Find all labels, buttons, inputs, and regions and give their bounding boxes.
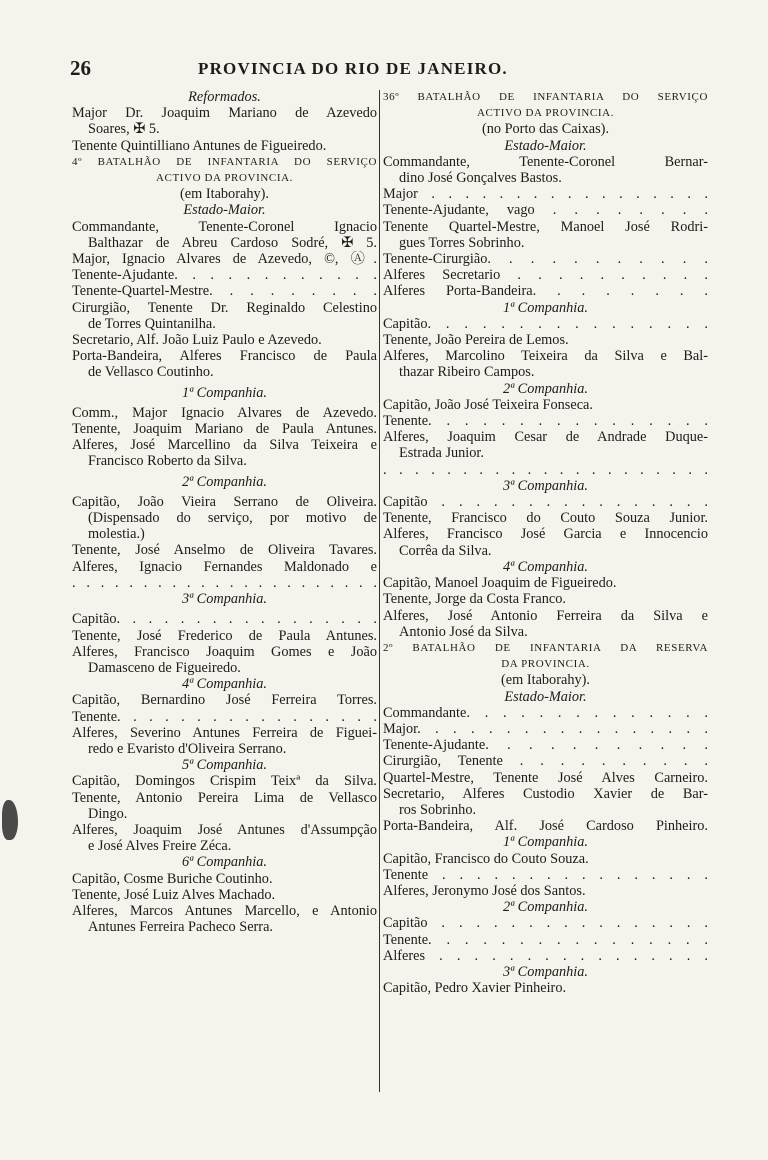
section-heading: 4º BATALHÃO DE INFANTARIA DO SERVIÇO: [72, 155, 377, 168]
text-line: Estrada Junior.: [399, 445, 484, 462]
text-line: Alferes, José Marcellino da Silva Teixeira e: [72, 437, 377, 454]
text-line: ros Sobrinho.: [399, 801, 477, 818]
text-line: Tenente, José Anselmo de Oliveira Tavares.: [72, 542, 377, 559]
section-heading: 4ª Companhia.: [503, 558, 588, 575]
text-line: Tenente, José Frederico de Paula Antunes.: [72, 627, 377, 644]
text-line: Capitão, Francisco do Couto Souza.: [383, 850, 589, 867]
text-line: Alferes, Joaquim Cesar de Andrade Duque-: [383, 429, 708, 446]
text-line: Dingo.: [88, 805, 128, 822]
text-line: Alferes, Severino Antunes Ferreira de Figuei-: [72, 724, 377, 741]
section-heading: DA PROVINCIA.: [501, 658, 590, 671]
page-number: 26: [70, 56, 91, 80]
text-line: Capitão. . . . . . . . . . . . . . . . .: [72, 611, 377, 628]
text-line: Tenente Quartel-Mestre, Manoel José Rodri-: [383, 218, 708, 235]
section-heading: 2º BATALHÃO DE INFANTARIA DA RESERVA: [383, 641, 708, 654]
text-line: Alferes, José Antonio Ferreira da Silva e: [383, 607, 708, 624]
text-line: Alferes Secretario . . . . . . . . . .: [383, 267, 708, 284]
section-heading: ACTIVO DA PROVINCIA.: [156, 172, 293, 185]
text-line: Capitão. . . . . . . . . . . . . . . .: [383, 315, 708, 332]
section-heading: 3ª Companhia.: [503, 963, 588, 980]
text-line: Porta-Bandeira, Alf. José Cardoso Pinheiro.: [383, 818, 708, 835]
text-line: Alferes, Marcolino Teixeira da Silva e Bal-: [383, 348, 708, 365]
text-line: Alferes . . . . . . . . . . . . . . . .: [383, 947, 708, 964]
text-line: Major . . . . . . . . . . . . . . . . .: [383, 186, 708, 203]
text-line: Commandante. . . . . . . . . . . . . .: [383, 704, 708, 721]
text-line: molestia.): [88, 526, 145, 543]
text-line: Commandante, Tenente-Coronel Ignacio: [72, 218, 377, 235]
text-line: Cirurgião, Tenente . . . . . . . . . .: [383, 753, 708, 770]
text-line: Tenente-Ajudante. . . . . . . . . . .: [383, 737, 708, 754]
text-line: gues Torres Sobrinho.: [399, 234, 525, 251]
section-heading: 2ª Companhia.: [182, 473, 267, 490]
text-line: Soares, ✠ 5.: [88, 121, 160, 138]
text-line: Secretario, Alferes Custodio Xavier de Bar-: [383, 785, 708, 802]
text-line: Capitão, João José Teixeira Fonseca.: [383, 396, 593, 413]
text-line: Alferes, Jeronymo José dos Santos.: [383, 882, 586, 899]
text-line: Capitão, Pedro Xavier Pinheiro.: [383, 980, 567, 997]
text-line: Corrêa da Silva.: [399, 542, 492, 559]
text-line: Porta-Bandeira, Alferes Francisco de Paula: [72, 348, 377, 365]
text-line: Capitão, Domingos Crispim Teixª da Silva.: [72, 773, 377, 790]
text-line: Francisco Roberto da Silva.: [88, 453, 247, 470]
text-line: dino José Gonçalves Bastos.: [399, 170, 562, 187]
text-line: thazar Ribeiro Campos.: [399, 364, 535, 381]
text-line: Capitão . . . . . . . . . . . . . . . .: [383, 915, 708, 932]
section-heading: (no Porto das Caixas).: [481, 121, 610, 138]
text-line: Tenente. . . . . . . . . . . . . . . . .: [72, 708, 377, 725]
section-heading: 4ª Companhia.: [182, 676, 267, 693]
text-line: Tenente, José Luiz Alves Machado.: [72, 886, 276, 903]
section-heading: 1ª Companhia.: [182, 384, 267, 401]
text-line: Major, Ignacio Alvares de Azevedo, ©, Ⓐ.: [72, 251, 377, 268]
text-line: Alferes, Marcos Antunes Marcello, e Antonio: [72, 902, 377, 919]
text-line: Tenente, Francisco do Couto Souza Junior.: [383, 510, 708, 527]
text-line: de Torres Quintanilha.: [88, 315, 216, 332]
text-line: Capitão, João Vieira Serrano de Oliveira.: [72, 493, 377, 510]
section-heading: Estado-Maior.: [504, 688, 587, 705]
text-line: Capitão, Manoel Joaquim de Figueiredo.: [383, 575, 617, 592]
text-line: Antunes Ferreira Pacheco Serra.: [88, 919, 273, 936]
text-line: Tenente, Jorge da Costa Franco.: [383, 591, 566, 608]
text-line: Alferes, Ignacio Fernandes Maldonado e: [72, 558, 377, 575]
section-heading: 1ª Companhia.: [503, 834, 588, 851]
text-line: . . . . . . . . . . . . . . . . . . . . .: [383, 461, 708, 478]
page-header: [70, 56, 710, 82]
text-line: Balthazar de Abreu Cardoso Sodré, ✠ 5.: [88, 234, 377, 251]
text-line: Alferes, Joaquim José Antunes d'Assumpção: [72, 821, 377, 838]
text-line: Tenente Quintilliano Antunes de Figueiredo.: [72, 137, 327, 154]
text-line: de Vellasco Coutinho.: [88, 364, 214, 381]
text-line: Tenente-Ajudante, vago . . . . . . . .: [383, 202, 708, 219]
text-line: Major. . . . . . . . . . . . . . . . .: [383, 720, 708, 737]
section-heading: Reformados.: [188, 89, 261, 105]
section-heading: 2ª Companhia.: [503, 380, 588, 397]
section-heading: 36º BATALHÃO DE INFANTARIA DO SERVIÇO: [383, 91, 708, 103]
section-heading: 1ª Companhia.: [503, 299, 588, 316]
section-heading: ACTIVO DA PROVINCIA.: [477, 107, 614, 120]
text-line: Capitão . . . . . . . . . . . . . . . .: [383, 494, 708, 511]
text-line: redo e Evaristo d'Oliveira Serrano.: [88, 740, 287, 757]
section-heading: (em Itaborahy).: [501, 672, 590, 689]
text-line: Quartel-Mestre, Tenente José Alves Carneiro.: [383, 769, 708, 786]
text-line: Tenente. . . . . . . . . . . . . . . .: [383, 931, 708, 948]
right-column: [383, 89, 708, 996]
text-line: Tenente . . . . . . . . . . . . . . . .: [383, 866, 708, 883]
ink-blot: [2, 800, 18, 840]
text-line: Comm., Major Ignacio Alvares de Azevedo.: [72, 404, 377, 421]
column-divider: [379, 90, 380, 1092]
section-heading: Estado-Maior.: [183, 202, 266, 219]
section-heading: 3ª Companhia.: [503, 477, 588, 494]
text-line: Capitão, Bernardino José Ferreira Torres.: [72, 692, 377, 709]
text-line: Alferes Porta-Bandeira. . . . . . . .: [383, 283, 708, 300]
text-line: Antonio José da Silva.: [399, 623, 528, 640]
text-line: Cirurgião, Tenente Dr. Reginaldo Celestino: [72, 299, 377, 316]
text-line: Major Dr. Joaquim Mariano de Azevedo: [72, 105, 377, 122]
section-heading: Estado-Maior.: [504, 137, 587, 154]
text-line: Tenente. . . . . . . . . . . . . . . .: [383, 413, 708, 430]
text-line: e José Alves Freire Zéca.: [88, 838, 232, 855]
section-heading: 6ª Companhia.: [182, 854, 267, 871]
section-heading: (em Itaborahy).: [180, 186, 269, 203]
section-heading: 5ª Companhia.: [182, 757, 267, 774]
left-column: [72, 89, 377, 935]
text-line: (Dispensado do serviço, por motivo de: [88, 510, 377, 527]
page-title: PROVINCIA DO RIO DE JANEIRO.: [198, 59, 508, 78]
text-line: Tenente-Ajudante. . . . . . . . . . . .: [72, 267, 377, 284]
text-line: Damasceno de Figueiredo.: [88, 659, 241, 676]
section-heading: 3ª Companhia.: [182, 591, 267, 608]
section-heading: 2ª Companhia.: [503, 899, 588, 916]
text-line: Commandante, Tenente-Coronel Bernar-: [383, 153, 708, 170]
text-line: Tenente-Quartel-Mestre. . . . . . . . .: [72, 283, 377, 300]
text-line: Tenente, Antonio Pereira Lima de Vellasco: [72, 789, 377, 806]
text-line: . . . . . . . . . . . . . . . . . . . . . .: [72, 574, 377, 591]
text-line: Alferes, Francisco Joaquim Gomes e João: [72, 643, 377, 660]
text-line: Tenente, João Pereira de Lemos.: [383, 332, 569, 349]
text-line: Alferes, Francisco José Garcia e Innocencio: [383, 526, 708, 543]
text-line: Tenente-Cirurgião. . . . . . . . . . .: [383, 251, 708, 268]
text-line: Tenente, Joaquim Mariano de Paula Antunes.: [72, 421, 377, 438]
text-line: Secretario, Alf. João Luiz Paulo e Azevedo.: [72, 332, 322, 349]
text-line: Capitão, Cosme Buriche Coutinho.: [72, 870, 273, 887]
